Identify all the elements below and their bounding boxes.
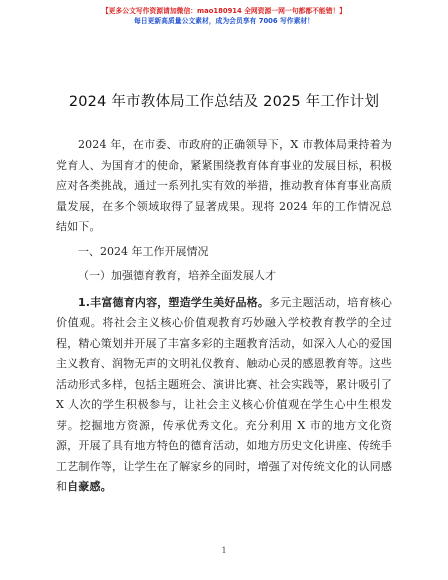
page-number: 1	[221, 546, 227, 555]
section-heading: 一、2024 年工作开展情况	[78, 244, 209, 258]
promo-banner-line2: 每日更新高质量公文素材，成为会员享有 7006 写作素材！	[134, 17, 314, 25]
item-lead: 1.丰富德育内容，塑造学生美好品格。	[78, 295, 270, 309]
document-body	[56, 135, 392, 498]
item-paragraph	[56, 293, 392, 498]
promo-banner	[0, 6, 448, 26]
promo-banner-line1: 【更多公文写作资源请加微信：mao180914 全网资源一网一句都都不能错！】	[101, 7, 347, 15]
subsection-heading: （一）加强德育教育，培养全面发展人才	[78, 269, 276, 282]
intro-paragraph: 2024 年，在市委、市政府的正确领导下，X 市教体局秉持着为党育人、为国育才的使命，紧紧围绕教育体育事业的发展目标，积极应对各类挑战，通过一系列扎实有效的举措，推动教育体育事业高质量发展，在多个领域取得了显著成果。现将 2024 年的工作情况总结如下。	[56, 138, 392, 233]
item-body: 多元主题活动，培育核心价值观。将社会主义核心价值观教育巧妙融入学校教育教学的全过程，精心策划并开展了丰富多彩的主题教育活动，如深入人心的爱国主义教育、润物无声的文明礼仪教育、触动心灵的感恩教育等。这些活动形式多样，包括主题班会、演讲比赛、社会实践等，累计吸引了 X 人次的学生积极参与，让社会主义核心价值观在学生心中生根发芽。挖掘地方资源，传承优秀文化。充分利用 X 市的地方文化资源，开展了具有地方特色的德育活动，如地方历史文化讲座、传统手工艺制作等，让学生在了解家乡的同时，增强了对传统文化的认同感和	[56, 295, 392, 493]
document-title: 2024 年市教体局工作总结及 2025 年工作计划	[68, 94, 380, 110]
item-tail: 自豪感。	[67, 480, 112, 493]
